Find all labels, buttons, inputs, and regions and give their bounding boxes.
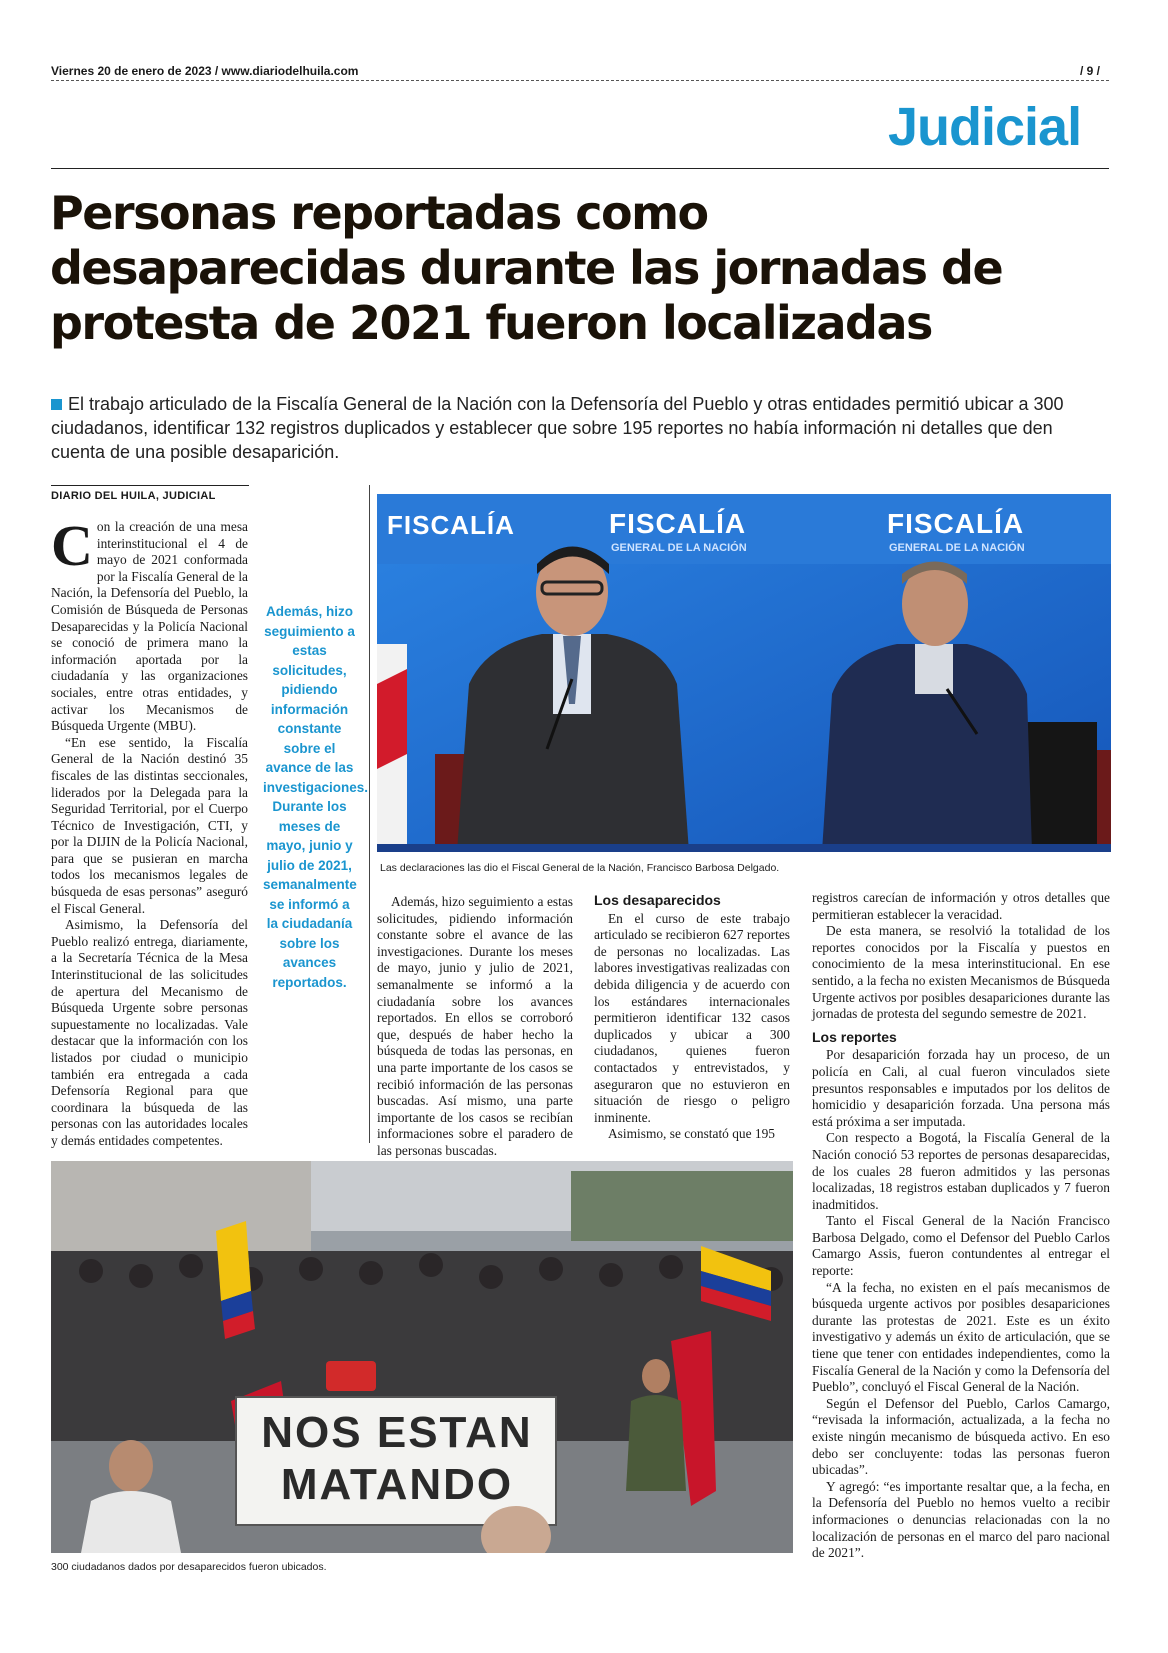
paragraph: Con respecto a Bogotá, la Fiscalía General de la Nación conoció 53 reportes de personas desaparecidas, de los cuales 28 fueron admitidos y las personas localizadas, 18 registros estaban duplicados y 7 fueron inadmitidos. [812,1130,1110,1212]
section-rule [51,168,1109,169]
byline-rule [51,485,249,486]
paragraph: Asimismo, la Defensoría del Pueblo realizó entrega, diariamente, a la Secretaría Técnica de la Mesa Interinstitucional de las solicitudes de apertura del Mecanismo de Búsqueda Urgente sobre personas supuestamente no localizadas. Vale destacar que la información con los listados por ciudad o municipio también era entregada a cada Defensoría Regional para que coordinara la búsqueda de las personas con las autoridades locales y demás entidades competentes. [51,917,248,1148]
paragraph: “A la fecha, no existen en el país mecanismos de búsqueda urgente activos por posibles desapariciones durante las protestas de 2021. Este es un éxito investigativo y además un éxito de articulación, que se tiene que tener con entidades independientes, como la Fiscalía General de la Nación y como la Defensoría del Pueblo”, concluyó el Fiscal General de la Nación. [812,1279,1110,1395]
header-rule [51,80,1109,81]
protest-sign-text [239,1407,555,1511]
lead-square-icon [51,399,62,410]
drop-cap: C [51,513,93,578]
banner-text-3: FISCALÍA [887,508,1025,539]
headline-line-1: Personas reportadas como [50,186,708,240]
paragraph: registros carecían de información y otros detalles que permitieran establecer la veracidad. [812,890,1110,922]
paragraph: Y agregó: “es importante resaltar que, a la fecha, en la Defensoría del Pueblo no hemos vuelto a recibir informaciones o denuncias relacionadas con la no localización de personas en el marco del paro nacional de 2021”. [812,1478,1110,1561]
column-3 [594,890,790,1143]
photo-press-conference [377,494,1111,852]
subhead-reportes: Los reportes [812,1028,897,1045]
sign-line-1: NOS ESTAN [261,1408,533,1457]
paragraph: Asimismo, se constató que 195 [608,1126,775,1142]
paragraph: En el curso de este trabajo articulado se recibieron 627 reportes de personas no localizadas. Las labores investigativas realizadas con debida diligencia y de acuerdo con los estándares internacionales permitieron identificar 132 casos duplicados y ubicar a 300 ciudadanos, quienes fueron contactados y entrevistados, y aseguraron que no estuvieron en situación de riesgo o peligro inminente. [594,910,790,1125]
column-2 [377,894,573,1160]
photo1-caption: Las declaraciones las dio el Fiscal General de la Nación, Francisco Barbosa Delgado. [380,862,780,874]
sign-line-2: MATANDO [280,1460,514,1509]
byline: DIARIO DEL HUILA, JUDICIAL [51,490,216,502]
banner-text-1: FISCALÍA [387,510,515,540]
dateline: Viernes 20 de enero de 2023 / www.diariodelhuila.com [51,64,359,78]
banner-text-2: FISCALÍA [609,508,747,539]
paragraph: Según el Defensor del Pueblo, Carlos Camargo, “revisada la información, actualizada, a la fecha no existe ningún mecanismo de búsqueda activo. En eso debo ser concluyente: todas las personas fueron ubicadas”. [812,1395,1110,1478]
section-title: Judicial [888,97,1082,157]
paragraph: Por desaparición forzada hay un proceso, de un policía en Cali, al cual fueron vinculados siete presuntos responsables e imputados por los delitos de homicidio y desaparición forzada. Una persona más está próxima a ser imputada. [812,1047,1110,1129]
paragraph: De esta manera, se resolvió la totalidad de los reportes conocidos por la Fiscalía y puestos en conocimiento de la mesa interinstitucional. En ese sentido, a la fecha no existen Mecanismos de Búsqueda Urgente activos por posibles desapariciones durante las jornadas de protesta del segundo semestre de 2021. [812,923,1110,1022]
photo-protest [51,1161,793,1553]
headline [50,186,1120,351]
paragraph: “En ese sentido, la Fiscalía General de la Nación destinó 35 fiscales de las distintas seccionales, liderados por la Delegada para la Seguridad Territorial, por el Cuerpo Técnico de Investigación, CTI, y por la DIJIN de la Policía Nacional, para que se pusieran en marcha todos los mecanismos legales de búsqueda de esas personas” aseguró el Fiscal General. [51,734,248,916]
column-1 [51,513,248,1150]
photo2-caption: 300 ciudadanos dados por desaparecidos fueron ubicados. [51,1561,327,1573]
paragraph: on la creación de una mesa interinstitucional el 4 de mayo de 2021 conformada por la Fiscalía General de la Nación, la Defensoría del Pueblo, la Comisión de Búsqueda de Personas Desaparecidas y la Policía Nacional se conoció de primera mano la información aportada por la ciudadanía y las organizaciones sociales, entre otras entidades, y activar los Mecanismos de Búsqueda Urgente (MBU). [51,519,248,734]
banner-sub-3: GENERAL DE LA NACIÓN [889,542,1025,554]
banner-sub-2: GENERAL DE LA NACIÓN [611,542,747,554]
paragraph: Tanto el Fiscal General de la Nación Francisco Barbosa Delgado, como el Defensor del Pueblo Carlos Camargo Assis, fueron contundentes al entregar el reporte: [812,1213,1110,1279]
pull-quote: Además, hizo seguimiento a estas solicitudes, pidiendo información constante sobre el avance de las investigaciones. Durante los meses de mayo, junio y julio de 2021, semanalmente se informó a la ciudadanía sobre los avances reportados. [263,604,369,990]
page-number: / 9 / [1080,64,1101,78]
headline-line-3: protesta de 2021 fueron localizadas [50,296,932,350]
column-4 [812,890,1110,1562]
lead-paragraph: El trabajo articulado de la Fiscalía General de la Nación con la Defensoría del Pueblo y otras entidades permitió ubicar a 300 ciudadanos, identificar 132 registros duplicados y establecer que sobre 195 reportes no había información ni detalles que den cuenta de una posible desaparición. [51,394,1064,462]
headline-line-2: desaparecidas durante las jornadas de [50,241,1003,295]
subhead-desaparecidos: Los desaparecidos [594,892,721,908]
column-divider [369,485,370,1143]
paragraph: Además, hizo seguimiento a estas solicitudes, pidiendo información constante sobre el avance de las investigaciones. Durante los meses de mayo, junio y julio de 2021, semanalmente se informó a la ciudadanía sobre los avances reportados. En ellos se corroboró que, después de haber hecho la búsqueda de todas las personas, en una parte importante de los casos se recibió información de las personas buscadas. Así mismo, una parte importante de los casos se recibían informaciones sobre el paradero de las personas buscadas. [377,894,573,1158]
